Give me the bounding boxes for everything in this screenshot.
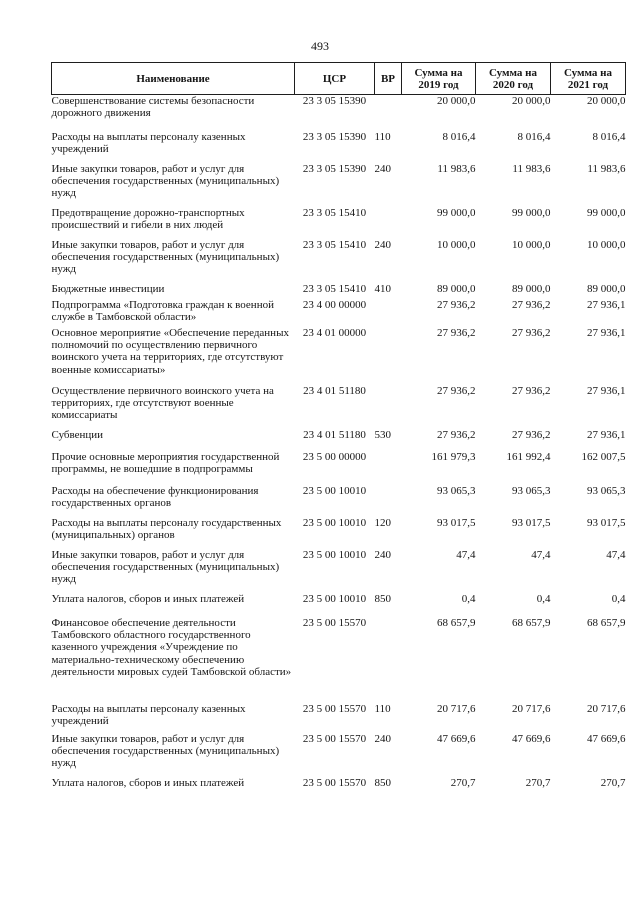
cell-name: Иные закупки товаров, работ и услуг для обеспечения государственных (муниципальных) нужд <box>51 732 280 770</box>
budget-table <box>51 62 626 801</box>
header-vr: ВР <box>375 63 402 95</box>
cell-sum-2020: 27 936,2 <box>512 326 551 339</box>
cell-vr <box>375 385 402 429</box>
header-sum-2019: Сумма на 2019 год <box>402 63 476 95</box>
cell-sum-2020: 93 017,5 <box>512 516 551 529</box>
cell-sum-2019: 11 983,6 <box>437 162 476 175</box>
cell-sum-2021: 68 657,9 <box>587 616 626 629</box>
cell-sum-2019: 27 936,2 <box>437 428 476 441</box>
cell-vr: 850 <box>374 592 391 605</box>
cell-csr: 23 4 01 51180 <box>303 428 366 441</box>
cell-vr: 240 <box>374 732 391 745</box>
cell-vr <box>375 95 402 131</box>
cell-sum-2021: 27 936,1 <box>587 298 626 311</box>
table-row <box>52 485 626 517</box>
cell-name: Уплата налогов, сборов и иных платежей <box>51 592 245 605</box>
cell-vr <box>375 451 402 485</box>
cell-csr: 23 5 00 00000 <box>302 450 367 463</box>
cell-sum-2021: 99 000,0 <box>587 206 626 219</box>
table-row <box>52 733 626 777</box>
cell-sum-2019: 89 000,0 <box>437 282 476 295</box>
table-row <box>52 593 626 617</box>
cell-sum-2020: 10 000,0 <box>512 238 551 251</box>
cell-sum-2020: 270,7 <box>525 776 551 789</box>
cell-vr: 110 <box>374 702 391 715</box>
cell-sum-2020: 27 936,2 <box>512 428 551 441</box>
table-row <box>52 131 626 163</box>
cell-csr: 23 3 05 15390 <box>302 162 367 175</box>
cell-vr <box>375 485 402 517</box>
table-row <box>52 163 626 207</box>
cell-name: Расходы на выплаты персоналу казенных учреждений <box>51 702 246 727</box>
cell-sum-2020: 0,4 <box>536 592 551 605</box>
table-row <box>52 283 626 299</box>
cell-name: Расходы на обеспечение функционирования государственных органов <box>51 484 259 509</box>
cell-csr: 23 3 05 15410 <box>302 206 367 219</box>
cell-name: Иные закупки товаров, работ и услуг для обеспечения государственных (муниципальных) нужд <box>51 238 280 276</box>
cell-sum-2020: 20 717,6 <box>512 702 551 715</box>
cell-csr: 23 5 00 10010 <box>302 548 367 561</box>
cell-sum-2021: 20 000,0 <box>587 95 626 107</box>
cell-vr <box>375 207 402 239</box>
cell-csr: 23 5 00 15570 <box>302 776 367 789</box>
cell-sum-2021: 20 717,6 <box>587 702 626 715</box>
header-name: Наименование <box>52 63 295 95</box>
cell-sum-2019: 99 000,0 <box>437 206 476 219</box>
cell-vr: 850 <box>374 776 391 789</box>
table-row <box>52 703 626 733</box>
cell-name: Осуществление первичного воинского учета на территориях, где отсутствуют военные комиссариаты <box>51 384 274 422</box>
cell-csr: 23 3 05 15410 <box>302 238 367 251</box>
cell-sum-2021: 93 017,5 <box>587 516 626 529</box>
cell-name: Совершенствование системы безопасности дорожного движения <box>51 95 255 120</box>
cell-sum-2019: 0,4 <box>461 592 476 605</box>
cell-csr: 23 3 05 15390 <box>302 130 367 143</box>
cell-sum-2020: 8 016,4 <box>517 130 551 143</box>
cell-name: Финансовое обеспечение деятельности Тамбовского областного государственного казенного учреждения «Учреждение по материально-техническому обеспечению деятельности мировых судей Тамбовской области» <box>51 616 292 679</box>
cell-sum-2021: 11 983,6 <box>587 162 626 175</box>
cell-sum-2020: 99 000,0 <box>512 206 551 219</box>
cell-vr: 120 <box>374 516 391 529</box>
cell-name: Уплата налогов, сборов и иных платежей <box>51 776 245 789</box>
cell-sum-2021: 8 016,4 <box>592 130 626 143</box>
cell-sum-2020: 27 936,2 <box>512 384 551 397</box>
cell-sum-2021: 27 936,1 <box>587 326 626 339</box>
cell-sum-2019: 47,4 <box>456 548 476 561</box>
cell-csr: 23 5 00 10010 <box>302 592 367 605</box>
cell-csr: 23 4 01 51180 <box>303 384 366 397</box>
header-sum-2021: Сумма на 2021 год <box>551 63 626 95</box>
cell-sum-2020: 47,4 <box>531 548 551 561</box>
table-row <box>52 617 626 703</box>
header-csr: ЦСР <box>295 63 375 95</box>
cell-name: Бюджетные инвестиции <box>51 282 165 295</box>
cell-vr <box>375 617 402 703</box>
cell-sum-2021: 93 065,3 <box>587 484 626 497</box>
table-row <box>52 239 626 283</box>
cell-name: Подпрограмма «Подготовка граждан к военной службе в Тамбовской области» <box>51 298 274 323</box>
table-row <box>52 549 626 593</box>
cell-sum-2019: 27 936,2 <box>437 298 476 311</box>
cell-sum-2019: 20 000,0 <box>437 95 476 107</box>
cell-sum-2020: 47 669,6 <box>512 732 551 745</box>
cell-sum-2019: 93 065,3 <box>437 484 476 497</box>
cell-sum-2019: 47 669,6 <box>437 732 476 745</box>
cell-csr: 23 5 00 10010 <box>302 484 367 497</box>
cell-sum-2020: 11 983,6 <box>512 162 551 175</box>
table-row <box>52 517 626 549</box>
cell-sum-2020: 93 065,3 <box>512 484 551 497</box>
cell-name: Расходы на выплаты персоналу казенных учреждений <box>51 130 246 155</box>
cell-sum-2021: 47 669,6 <box>587 732 626 745</box>
table-row <box>52 327 626 385</box>
cell-vr <box>375 299 402 327</box>
cell-vr: 240 <box>374 162 391 175</box>
cell-csr: 23 4 01 00000 <box>302 326 367 339</box>
cell-sum-2020: 89 000,0 <box>512 282 551 295</box>
cell-name: Предотвращение дорожно-транспортных происшествий и гибели в них людей <box>51 206 245 231</box>
cell-csr: 23 5 00 15570 <box>302 702 367 715</box>
cell-sum-2020: 20 000,0 <box>512 95 551 107</box>
table-row <box>52 429 626 451</box>
table-row <box>52 207 626 239</box>
cell-sum-2021: 89 000,0 <box>587 282 626 295</box>
cell-vr: 240 <box>374 238 391 251</box>
cell-vr: 110 <box>374 130 391 143</box>
page-number: 493 <box>311 39 329 53</box>
table-row <box>52 385 626 429</box>
cell-csr: 23 3 05 15410 <box>302 282 367 295</box>
cell-name: Расходы на выплаты персоналу государственных (муниципальных) органов <box>51 516 282 541</box>
cell-sum-2021: 0,4 <box>611 592 626 605</box>
cell-csr: 23 4 00 00000 <box>302 298 367 311</box>
cell-sum-2020: 161 992,4 <box>506 450 551 463</box>
table-body <box>52 95 626 801</box>
cell-sum-2021: 162 007,5 <box>581 450 626 463</box>
cell-name: Прочие основные мероприятия государственной программы, не вошедшие в подпрограммы <box>51 450 280 475</box>
cell-sum-2021: 10 000,0 <box>587 238 626 251</box>
cell-sum-2019: 27 936,2 <box>437 326 476 339</box>
cell-name: Основное мероприятие «Обеспечение переданных полномочий по осуществлению первичного воинского учета на территориях, где отсутствуют военные комиссариаты» <box>51 326 289 376</box>
cell-sum-2019: 8 016,4 <box>442 130 476 143</box>
cell-vr: 530 <box>374 428 391 441</box>
cell-sum-2021: 27 936,1 <box>587 428 626 441</box>
cell-csr: 23 5 00 15570 <box>302 732 367 745</box>
table-row <box>52 95 626 131</box>
cell-sum-2019: 20 717,6 <box>437 702 476 715</box>
cell-csr: 23 3 05 15390 <box>302 95 367 107</box>
cell-vr <box>375 327 402 385</box>
cell-vr: 240 <box>374 548 391 561</box>
cell-sum-2021: 47,4 <box>606 548 626 561</box>
header-sum-2020: Сумма на 2020 год <box>476 63 551 95</box>
cell-name: Иные закупки товаров, работ и услуг для обеспечения государственных (муниципальных) нужд <box>51 162 280 200</box>
cell-sum-2020: 27 936,2 <box>512 298 551 311</box>
table-row <box>52 451 626 485</box>
cell-sum-2019: 161 979,3 <box>431 450 476 463</box>
cell-sum-2021: 27 936,1 <box>587 384 626 397</box>
cell-sum-2019: 10 000,0 <box>437 238 476 251</box>
cell-name: Иные закупки товаров, работ и услуг для обеспечения государственных (муниципальных) нужд <box>51 548 280 586</box>
cell-vr: 410 <box>374 282 391 295</box>
table-header <box>52 63 626 95</box>
cell-sum-2021: 270,7 <box>600 776 626 789</box>
table-row <box>52 299 626 327</box>
cell-sum-2019: 270,7 <box>450 776 476 789</box>
cell-sum-2020: 68 657,9 <box>512 616 551 629</box>
cell-sum-2019: 68 657,9 <box>437 616 476 629</box>
cell-sum-2019: 93 017,5 <box>437 516 476 529</box>
cell-csr: 23 5 00 10010 <box>302 516 367 529</box>
table-row <box>52 777 626 801</box>
cell-name: Субвенции <box>51 428 104 441</box>
cell-csr: 23 5 00 15570 <box>302 616 367 629</box>
cell-sum-2019: 27 936,2 <box>437 384 476 397</box>
